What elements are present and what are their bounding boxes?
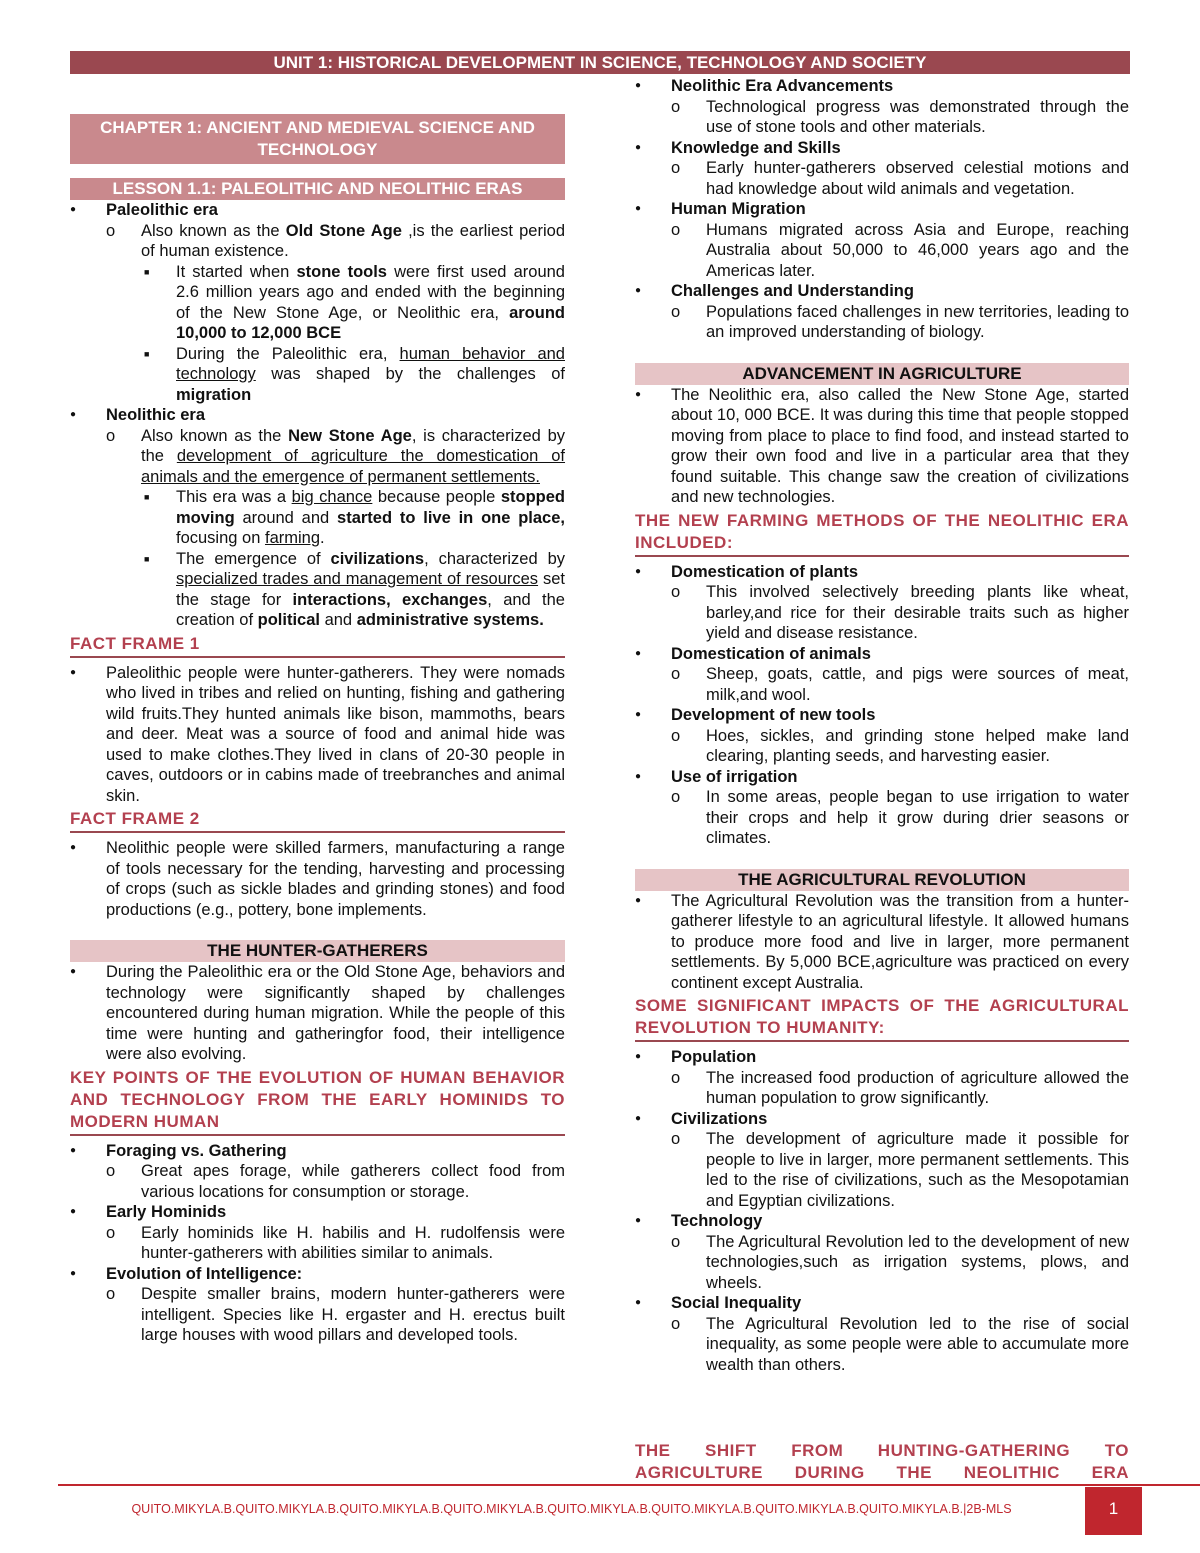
fact-frame-1-title: FACT FRAME 1 <box>70 633 565 658</box>
list-item: ● Domestication of plants o This involved selectively breeding plants like wheat, barley,and rice for their desirable traits such as higher yield and disease resistance. <box>635 562 1129 644</box>
key-points-title: KEY POINTS OF THE EVOLUTION OF HUMAN BEHAVIOR AND TECHNOLOGY FROM THE EARLY HOMINIDS TO MODERN HUMAN <box>70 1067 565 1136</box>
hunter-gatherers-heading: THE HUNTER-GATHERERS <box>70 940 565 962</box>
neolithic-summary-list <box>635 76 1129 343</box>
page-number: 1 <box>1085 1487 1142 1535</box>
agricultural-revolution-text: ● The Agricultural Revolution was the transition from a hunter-gatherer lifestyle to an agricultural lifestyle. It allowed humans to produce more food and live in larger, more permanent settlements. By 5,000 BCE,agriculture was practiced on every continent except Australia. <box>635 891 1129 994</box>
hunter-gatherers-text: ● During the Paleolithic era or the Old Stone Age, behaviors and technology were significantly shaped by challenges encountered during human migration. While the people of this time were hunting and gatheringfor food, their intelligence were also evolving. <box>70 962 565 1065</box>
paleolithic-item <box>70 200 565 405</box>
paleolithic-title: Paleolithic era <box>106 201 218 219</box>
list-item: ● Civilizations o The development of agriculture made it possible for people to live in larger, more permanent settlements. This led to the rise of civilizations, such as the Mesopotamian and Egyptian civilizations. <box>635 1109 1129 1212</box>
unit-title: UNIT 1: HISTORICAL DEVELOPMENT IN SCIENCE, TECHNOLOGY AND SOCIETY <box>70 51 1130 74</box>
agriculture-text: ● The Neolithic era, also called the New Stone Age, started about 10, 000 BCE. It was during this time that people stopped moving from place to place to find food, and instead started to grow their own food and live in a particular area that they found suitable. This change saw the creation of civilizations and new technologies. <box>635 385 1129 508</box>
fact-frame-2-title: FACT FRAME 2 <box>70 808 565 833</box>
footer-text: QUITO.MIKYLA.B.QUITO.MIKYLA.B.QUITO.MIKYLA.B.QUITO.MIKYLA.B.QUITO.MIKYLA.B.QUITO.MIKYLA.B.QUITO.MIKYLA.B.QUITO.MIKYLA.B.|2B-MLS <box>131 1502 1012 1516</box>
neolithic-title: Neolithic era <box>106 406 206 424</box>
lesson-heading: LESSON 1.1: PALEOLITHIC AND NEOLITHIC ERAS <box>70 178 565 200</box>
chapter-heading: CHAPTER 1: ANCIENT AND MEDIEVAL SCIENCE AND TECHNOLOGY <box>70 114 565 164</box>
list-item: ● Technology o The Agricultural Revolution led to the development of new technologies,such as irrigation systems, plows, and wheels. <box>635 1211 1129 1293</box>
list-item: ● Knowledge and Skills o Early hunter-gatherers observed celestial motions and had knowledge about wild animals and vegetation. <box>635 138 1129 200</box>
list-item: ● Early Hominids o Early hominids like H. habilis and H. rudolfensis were hunter-gatherers with abilities similar to animals. <box>70 1202 565 1264</box>
paleolithic-migration: ■ During the Paleolithic era, human behavior and technology was shaped by the challenges of migration <box>141 344 565 406</box>
shift-title: THE SHIFT FROM HUNTING-GATHERING TO AGRICULTURE DURING THE NEOLITHIC ERA <box>635 1441 1129 1482</box>
list-item: ● Evolution of Intelligence: o Despite smaller brains, modern hunter-gatherers were intelligent. Species like H. ergaster and H. erectus built large houses with wood pillars and developed tools. <box>70 1264 565 1346</box>
list-item: ● Development of new tools o Hoes, sickles, and grinding stone helped make land clearing, planting seeds, and harvesting easier. <box>635 705 1129 767</box>
farming-methods-title: THE NEW FARMING METHODS OF THE NEOLITHIC ERA INCLUDED: <box>635 510 1129 557</box>
list-item: ● Challenges and Understanding o Populations faced challenges in new territories, leading to an improved understanding of biology. <box>635 281 1129 343</box>
neolithic-desc: o Also known as the New Stone Age, is characterized by the development of agriculture the domestication of animals and the emergence of permanent settlements. ■ This era was a big chance because people stopped moving around and started to live in one place, focusing on farming. ■ The emergence of civilizations, characterized by specialized trades and management of resources set the stage for interactions, exchanges, and the creation of political and administrative systems. <box>106 426 565 631</box>
right-column <box>635 76 1129 1375</box>
left-column <box>70 76 565 1346</box>
fact-frame-2-text: ● Neolithic people were skilled farmers, manufacturing a range of tools necessary for the tending, harvesting and processing of crops (such as sickle blades and grinding stones) and food productions (e.g., pottery, bone implements. <box>70 838 565 920</box>
impacts-list <box>635 1047 1129 1375</box>
agriculture-heading: ADVANCEMENT IN AGRICULTURE <box>635 363 1129 385</box>
list-item: ● Domestication of animals o Sheep, goats, cattle, and pigs were sources of meat, milk,and wool. <box>635 644 1129 706</box>
fact-frame-1-text: ● Paleolithic people were hunter-gatherers. They were nomads who lived in tribes and relied on hunting, fishing and gathering wild fruits.They hunted animals like bison, mammoths, bears and deer. Meat was a source of food and animal hide was used to make clothes.They lived in clans of 20-30 people in caves, outdoors or in cabins made of treebranches and animal skin. <box>70 663 565 807</box>
list-item: ● Population o The increased food production of agriculture allowed the human population to grow significantly. <box>635 1047 1129 1109</box>
neolithic-civilizations: ■ The emergence of civilizations, characterized by specialized trades and management of resources set the stage for interactions, exchanges, and the creation of political and administrative systems. <box>141 549 565 631</box>
list-item: ● Neolithic Era Advancements o Technological progress was demonstrated through the use of stone tools and other materials. <box>635 76 1129 138</box>
impacts-title: SOME SIGNIFICANT IMPACTS OF THE AGRICULTURAL REVOLUTION TO HUMANITY: <box>635 995 1129 1042</box>
paleolithic-start: ■ It started when stone tools were first used around 2.6 million years ago and ended with the beginning of the New Stone Age, or Neolithic era, around 10,000 to 12,000 BCE <box>141 262 565 344</box>
neolithic-item <box>70 405 565 631</box>
list-item: ● Foraging vs. Gathering o Great apes forage, while gatherers collect food from various locations for consumption or storage. <box>70 1141 565 1203</box>
list-item: ● Social Inequality o The Agricultural Revolution led to the rise of social inequality, as some people were able to accumulate more wealth than others. <box>635 1293 1129 1375</box>
list-item: ● Human Migration o Humans migrated across Asia and Europe, reaching Australia about 50,000 to 46,000 years ago and the Americas later. <box>635 199 1129 281</box>
neolithic-change: ■ This era was a big chance because people stopped moving around and started to live in one place, focusing on farming. <box>141 487 565 549</box>
agricultural-revolution-heading: THE AGRICULTURAL REVOLUTION <box>635 869 1129 891</box>
farming-methods-list <box>635 562 1129 849</box>
list-item: ● Use of irrigation o In some areas, people began to use irrigation to water their crops and help it grow during drier seasons or climates. <box>635 767 1129 849</box>
footer-rule <box>58 1484 1200 1486</box>
key-points-list <box>70 1141 565 1346</box>
paleolithic-desc: o Also known as the Old Stone Age ,is the earliest period of human existence. ■ It started when stone tools were first used around 2.6 million years ago and ended with the beginning of the New Stone Age, or Neolithic era, around 10,000 to 12,000 BCE ■ During the Paleolithic era, human behavior and technology was shaped by the challenges of migration <box>106 221 565 406</box>
era-list <box>70 200 565 631</box>
